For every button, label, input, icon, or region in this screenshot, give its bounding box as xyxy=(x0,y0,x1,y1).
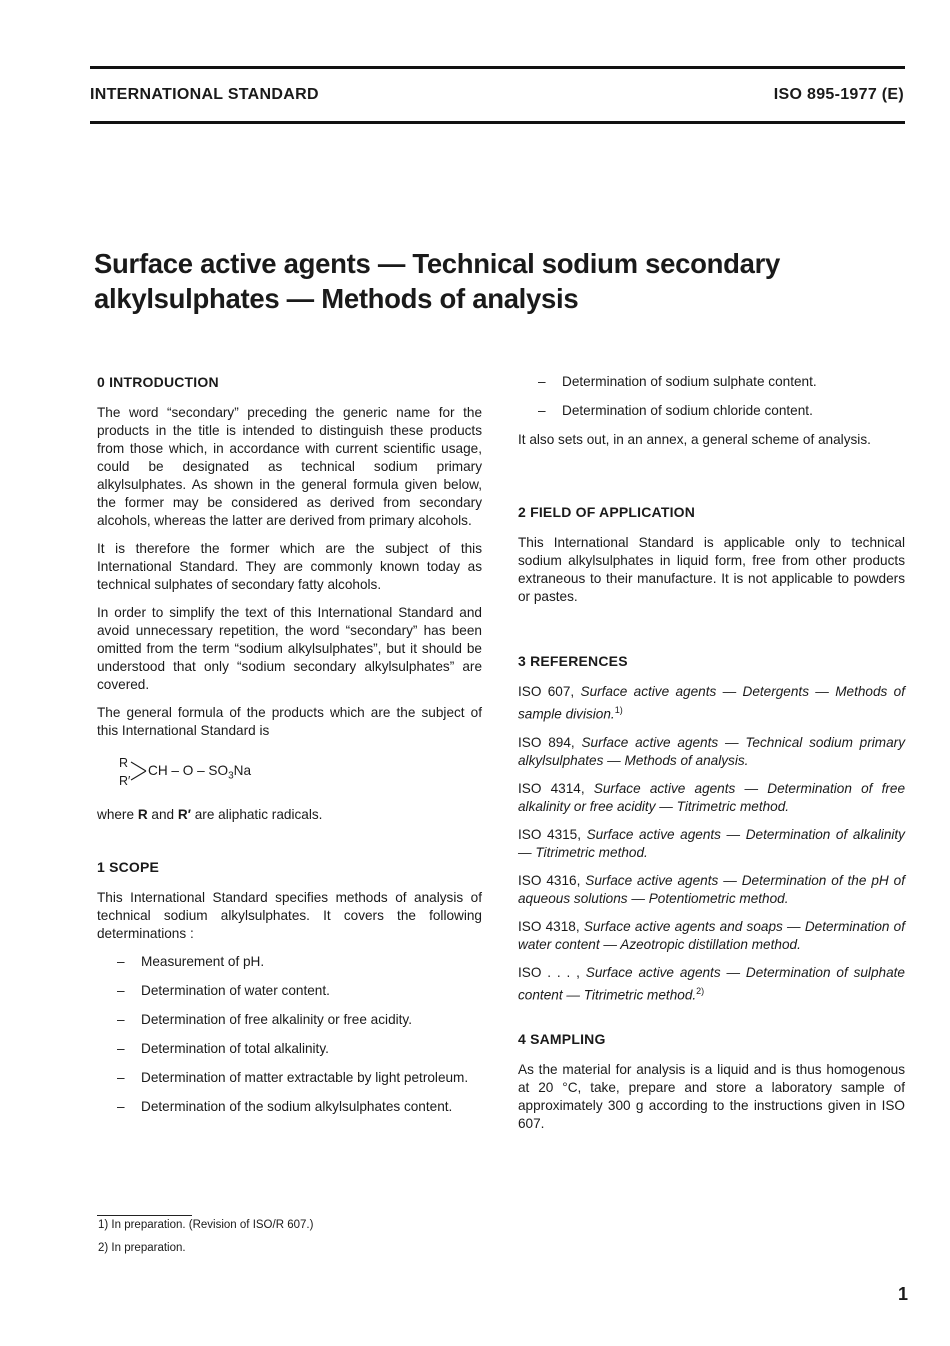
list-item: – Determination of matter extractable by light petroleum. xyxy=(117,1070,469,1085)
title-line-1: Surface active agents — Technical sodium secondary xyxy=(94,248,780,279)
formula-r: R xyxy=(119,756,129,770)
reference-item: ISO 894, Surface active agents — Technical sodium primary alkylsulphates — Methods of analysis. xyxy=(518,734,905,768)
footnote-1: 1) In preparation. (Revision of ISO/R 607.) xyxy=(98,1219,314,1231)
section-heading-scope: 1 SCOPE xyxy=(97,859,160,875)
section-heading-sampling: 4 SAMPLING xyxy=(518,1031,606,1048)
right-column xyxy=(518,373,905,1143)
general-formula xyxy=(119,750,482,798)
list-item: – Measurement of pH. xyxy=(117,954,265,969)
formula-where-text: where R and R′ are aliphatic radicals. xyxy=(97,807,323,822)
header-standard-label: INTERNATIONAL STANDARD xyxy=(90,86,319,103)
list-item: – Determination of free alkalinity or free acidity. xyxy=(117,1012,412,1027)
sampling-paragraph: As the material for analysis is a liquid and is thus homogenous at 20 °C, take, prepare and store a laboratory sample of approximately 300 g according to the instructions given in ISO 607. xyxy=(518,1062,905,1132)
reference-item: ISO 4314, Surface active agents — Determination of free alkalinity or free acidity — Titrimetric method. xyxy=(518,780,905,814)
formula-r-prime: R′ xyxy=(119,774,131,788)
footnote-2: 2) In preparation. xyxy=(98,1242,186,1254)
footnote-rule xyxy=(97,1215,192,1216)
intro-paragraph-3: In order to simplify the text of this International Standard and avoid unnecessary repetition, the word “secondary” has been omitted from the term “sodium alkylsulphates”, but it should be understood that only “sodium secondary alkylsulphates” are covered. xyxy=(97,605,482,692)
reference-item: ISO 4315, Surface active agents — Determination of alkalinity — Titrimetric method. xyxy=(518,826,905,860)
list-item: – Determination of sodium sulphate content. xyxy=(538,374,817,389)
list-item: – Determination of water content. xyxy=(117,983,330,998)
title-line-2: alkylsulphates — Methods of analysis xyxy=(94,283,579,314)
list-item: – Determination of sodium chloride content. xyxy=(538,403,813,418)
scope-paragraph: This International Standard specifies methods of analysis of technical sodium alkylsulphates. It covers the following determinations : xyxy=(97,890,482,941)
intro-paragraph-4: The general formula of the products which are the subject of this International Standard is xyxy=(97,705,482,738)
list-item: – Determination of total alkalinity. xyxy=(117,1041,329,1056)
page-number: 1 xyxy=(898,1284,909,1304)
header-document-number: ISO 895-1977 (E) xyxy=(773,86,904,103)
annex-note: It also sets out, in an annex, a general scheme of analysis. xyxy=(518,432,871,447)
header-top-rule xyxy=(90,66,905,69)
intro-paragraph-2: It is therefore the former which are the subject of this International Standard. They are commonly known today as technical sulphates of secondary fatty alcohols. xyxy=(97,541,482,592)
section-heading-field-of-application: 2 FIELD OF APPLICATION xyxy=(518,504,696,520)
page-title xyxy=(94,246,874,316)
left-column xyxy=(97,373,482,1127)
field-paragraph: This International Standard is applicable only to technical sodium alkylsulphates in liquid form, free from other products extraneous to their manufacture. It is not applicable to powders or pastes. xyxy=(518,535,905,604)
section-heading-references: 3 REFERENCES xyxy=(518,653,628,669)
list-item: – Determination of the sodium alkylsulphates content. xyxy=(117,1099,453,1114)
formula-branch-icon xyxy=(130,761,148,781)
reference-item: ISO 4316, Surface active agents — Determination of the pH of aqueous solutions — Potentiometric method. xyxy=(518,872,905,906)
reference-item: ISO . . . , Surface active agents — Determination of sulphate content — Titrimetric method.$^{2)}$ xyxy=(518,964,905,1003)
header-bottom-rule xyxy=(90,121,905,124)
intro-paragraph-1: The word “secondary” preceding the generic name for the products in the title is intended to distinguish these products from those which, in accordance with current scientific usage, could be designated as technical sodium primary alkylsulphates. As shown in the general formula given below, the former may be considered as derived from secondary alcohols, whereas the latter are derived from primary alcohols. xyxy=(97,405,482,528)
reference-item: ISO 607, Surface active agents — Detergents — Methods of sample division.$^{1)}$ xyxy=(518,684,905,722)
section-heading-introduction: 0 INTRODUCTION xyxy=(97,374,219,390)
reference-item: ISO 4318, Surface active agents and soaps — Determination of water content — Azeotropic distillation method. xyxy=(518,918,905,952)
formula-main: CH – O – $SO_3Na$ xyxy=(148,763,252,782)
